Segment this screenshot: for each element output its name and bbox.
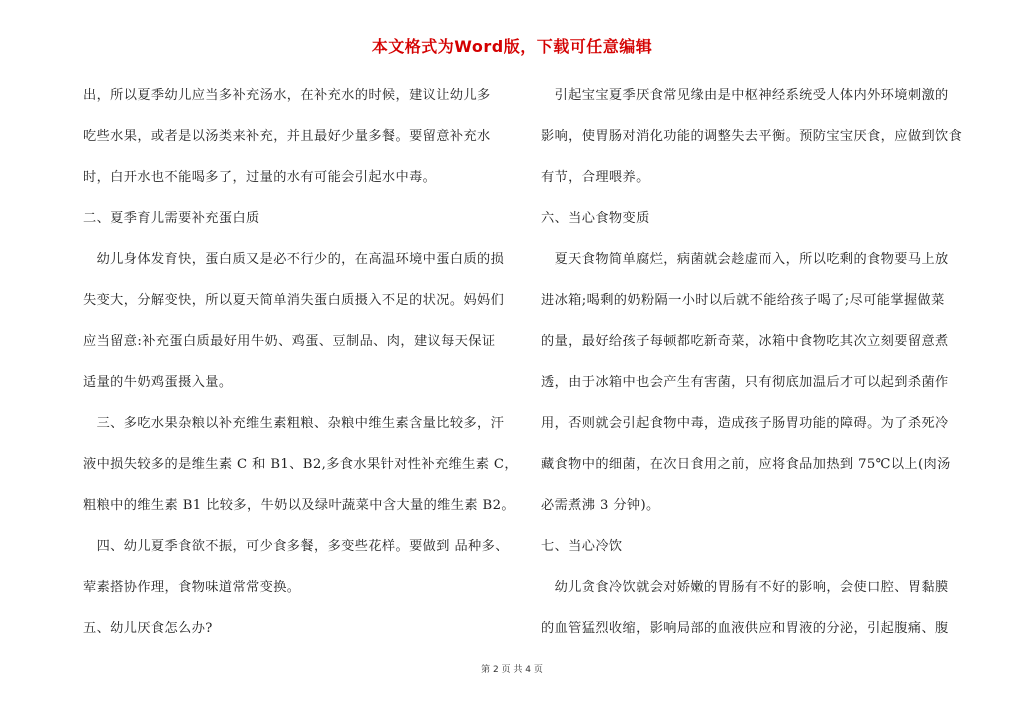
text-line: 用，否则就会引起食物中毒，造成孩子肠胃功能的障碍。为了杀死冷 xyxy=(541,416,949,431)
text-line: 三、多吃水果杂粮以补充维生素粗粮、杂粮中维生素含量比较多，汗 xyxy=(83,416,505,431)
text-line: 适量的牛奶鸡蛋摄入量。 xyxy=(83,375,233,390)
text-line: 有节，合理喂养。 xyxy=(541,170,650,185)
text-line: 透，由于冰箱中也会产生有害菌，只有彻底加温后才可以起到杀菌作 xyxy=(541,375,949,390)
page-indicator: 第 2 页 共 4 页 xyxy=(481,665,543,675)
text-line: 四、幼儿夏季食欲不振，可少食多餐，多变些花样。要做到 品种多、 xyxy=(83,539,509,554)
text-line: 幼儿身体发育快，蛋白质又是必不行少的，在高温环境中蛋白质的损 xyxy=(83,252,505,267)
section-heading: 六、当心食物变质 xyxy=(541,211,650,226)
text-line: 影响，使胃肠对消化功能的调整失去平衡。预防宝宝厌食，应做到饮食 xyxy=(541,129,963,144)
text-line: 液中损失较多的是维生素 C 和 B1、B2,多食水果针对性补充维生素 C， xyxy=(83,457,518,472)
left-text-column xyxy=(83,78,518,652)
text-line: 粗粮中的维生素 B1 比较多，牛奶以及绿叶蔬菜中含大量的维生素 B2。 xyxy=(83,498,515,513)
text-line: 藏食物中的细菌，在次日食用之前，应将食品加热到 75℃以上(肉汤 xyxy=(541,457,951,472)
text-line: 必需煮沸 3 分钟)。 xyxy=(541,498,660,513)
section-heading: 五、幼儿厌食怎么办? xyxy=(83,621,213,636)
text-line: 应当留意:补充蛋白质最好用牛奶、鸡蛋、豆制品、肉，建议每天保证 xyxy=(83,334,496,349)
text-line: 荤素搭协作理，食物味道常常变换。 xyxy=(83,580,301,595)
text-line: 的量，最好给孩子每顿都吃新奇菜，冰箱中食物吃其次立刻要留意煮 xyxy=(541,334,949,349)
document-banner: 本文格式为Word版，下载可任意编辑 xyxy=(371,37,653,56)
text-line: 进冰箱;喝剩的奶粉隔一小时以后就不能给孩子喝了;尽可能掌握做菜 xyxy=(541,293,945,308)
section-heading: 七、当心冷饮 xyxy=(541,539,623,554)
text-line: 幼儿贪食冷饮就会对娇嫩的胃肠有不好的影响，会使口腔、胃黏膜 xyxy=(541,580,949,595)
text-line: 出，所以夏季幼儿应当多补充汤水，在补充水的时候，建议让幼儿多 xyxy=(83,88,491,103)
right-text-column xyxy=(541,78,969,652)
text-line: 失变大，分解变快，所以夏天简单消失蛋白质摄入不足的状况。妈妈们 xyxy=(83,293,505,308)
text-line: 引起宝宝夏季厌食常见缘由是中枢神经系统受人体内外环境刺激的 xyxy=(541,88,949,103)
text-line: 时，白开水也不能喝多了，过量的水有可能会引起水中毒。 xyxy=(83,170,437,185)
text-line: 夏天食物简单腐烂，病菌就会趁虚而入，所以吃剩的食物要马上放 xyxy=(541,252,949,267)
text-line: 吃些水果，或者是以汤类来补充，并且最好少量多餐。要留意补充水 xyxy=(83,129,491,144)
section-heading: 二、夏季育儿需要补充蛋白质 xyxy=(83,211,260,226)
text-line: 的血管猛烈收缩，影响局部的血液供应和胃液的分泌，引起腹痛、腹 xyxy=(541,621,949,636)
